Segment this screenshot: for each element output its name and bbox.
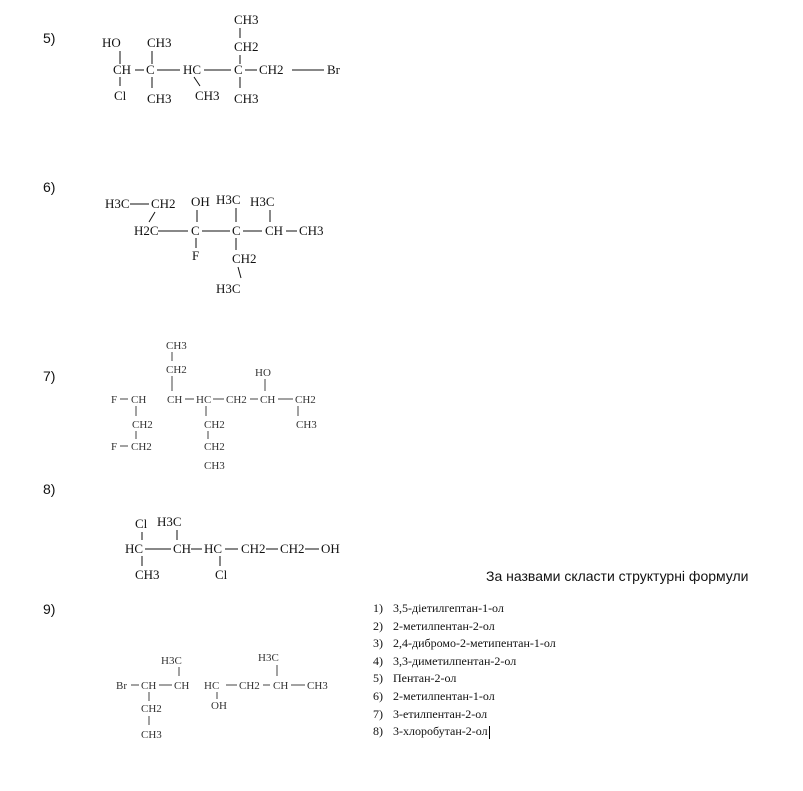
formula-6-ch2-a: CH2: [151, 196, 176, 211]
formula-7: [108, 335, 338, 475]
problem-6-number: 6): [43, 179, 56, 195]
list-item-text: 3,3-диметилпентан-2-ол: [393, 653, 517, 668]
list-item: [373, 600, 556, 618]
list-item: [373, 653, 556, 671]
formula-5-top-ch2: CH2: [234, 39, 259, 54]
list-item: [373, 635, 556, 653]
formula-8-cl-top: Cl: [135, 516, 148, 531]
list-item-number: 2): [373, 618, 383, 633]
formula-7-ch2-top: CH2: [166, 364, 187, 376]
formula-6-ch2-b: CH2: [232, 251, 257, 266]
formula-7-ch3-bottom: CH3: [204, 460, 225, 472]
formula-9: [113, 648, 343, 748]
formula-9-ch2-m: CH2: [239, 680, 260, 692]
formula-6: [103, 190, 333, 300]
formula-7-f1: F: [111, 394, 118, 406]
formula-7-ch2-mid2: CH2: [204, 441, 225, 453]
formula-6-h3c-d: H3C: [216, 281, 241, 296]
list-item: [373, 670, 556, 688]
list-item: [373, 688, 556, 706]
problem-8-number: 8): [43, 481, 56, 497]
list-item-text: Пентан-2-ол: [393, 671, 457, 686]
task-title: За назвами скласти структурні формули: [486, 568, 749, 584]
formula-8-ch2-b: CH2: [280, 541, 305, 556]
formula-6-c1: C: [191, 223, 200, 238]
list-item: [373, 706, 556, 724]
formula-5-ch2: CH2: [259, 62, 284, 77]
formula-7-f2: F: [111, 441, 118, 453]
formula-7-ch2-m: CH2: [226, 394, 247, 406]
list-item-number: 5): [373, 671, 383, 686]
list-item-text: 3,5-діетилгептан-1-ол: [393, 601, 504, 615]
problem-7-number: 7): [43, 368, 56, 384]
formula-5-ch: CH: [113, 62, 132, 77]
formula-6-h3c-a: H3C: [105, 196, 130, 211]
formula-5-hc: HC: [183, 62, 202, 77]
formula-6-ch: CH: [265, 223, 284, 238]
formula-5-ch3-c: CH3: [195, 88, 220, 103]
formula-6-h3c-c: H3C: [250, 194, 275, 209]
list-item-number: 7): [373, 706, 383, 721]
formula-5-br: Br: [327, 62, 340, 77]
formula-5-cl: Cl: [114, 88, 127, 103]
bond: [194, 77, 200, 86]
formula-9-h3c-b: H3C: [258, 652, 279, 664]
list-item-text: 3-хлоробутан-2-ол: [393, 724, 488, 739]
formula-8-oh: OH: [321, 541, 340, 556]
formula-9-oh: OH: [211, 700, 227, 712]
formula-5-ch3-b: CH3: [147, 91, 172, 106]
formula-6-h2c: H2C: [134, 223, 159, 238]
list-item: [373, 723, 556, 741]
formula-7-hc: HC: [196, 394, 212, 406]
list-item-number: 8): [373, 724, 383, 739]
formula-5-top-ch3: CH3: [234, 12, 259, 27]
list-item-number: 3): [373, 636, 383, 651]
formula-7-ch-c: CH: [260, 394, 276, 406]
formula-7-ch-b: CH: [167, 394, 183, 406]
list-item-text: 2-метилпентан-2-ол: [393, 618, 495, 633]
bond: [149, 212, 155, 222]
list-item-text: 2,4-дибромо-2-метипентан-1-ол: [393, 636, 556, 651]
formula-5-ho: HO: [102, 35, 121, 50]
problem-5-number: 5): [43, 30, 56, 46]
list-item-number: 1): [373, 601, 383, 615]
formula-6-f: F: [192, 248, 200, 263]
names-list: [373, 600, 556, 741]
list-item-text: 2-метилпентан-1-ол: [393, 688, 495, 703]
list-item-number: 6): [373, 688, 383, 703]
formula-7-ch2-l: CH2: [132, 419, 153, 431]
formula-8-hc2: HC: [204, 541, 223, 556]
formula-9-ch1: CH: [141, 680, 157, 692]
list-item: [373, 618, 556, 636]
formula-7-ch2-l2: CH2: [131, 441, 152, 453]
formula-9-br: Br: [116, 680, 127, 692]
formula-8-hc1: HC: [125, 541, 144, 556]
list-item-text: 3-етилпентан-2-ол: [393, 706, 488, 721]
formula-8-ch2-a: CH2: [241, 541, 266, 556]
formula-8-ch3: CH3: [135, 567, 160, 582]
formula-7-ch2-end: CH2: [295, 394, 316, 406]
formula-6-c2: C: [232, 223, 241, 238]
formula-7-ch3-top: CH3: [166, 340, 187, 352]
formula-7-ho: HO: [255, 367, 271, 379]
formula-8-h3c: H3C: [157, 514, 182, 529]
formula-9-ch3x: CH: [273, 680, 289, 692]
formula-7-ch2-mid: CH2: [204, 419, 225, 431]
formula-6-h3c-b: H3C: [216, 192, 241, 207]
formula-9-ch2: CH: [174, 680, 190, 692]
formula-9-ch3-b: CH3: [141, 729, 162, 741]
formula-6-ch3: CH3: [299, 223, 324, 238]
list-item-number: 4): [373, 653, 383, 668]
formula-8-ch: CH: [173, 541, 192, 556]
formula-5: [100, 10, 360, 110]
text-cursor: [489, 726, 490, 739]
formula-5-c1: C: [146, 62, 155, 77]
formula-8-cl-bottom: Cl: [215, 567, 228, 582]
formula-7-ch3-r: CH3: [296, 419, 317, 431]
bond: [238, 267, 241, 278]
formula-5-ch3-a: CH3: [147, 35, 172, 50]
formula-7-ch-a: CH: [131, 394, 147, 406]
formula-9-h3c-a: H3C: [161, 655, 182, 667]
formula-9-ch3-end: CH3: [307, 680, 328, 692]
formula-5-c2: C: [234, 62, 243, 77]
formula-5-ch3-d: CH3: [234, 91, 259, 106]
problem-9-number: 9): [43, 601, 56, 617]
formula-8: [124, 512, 354, 587]
formula-9-ch2-b: CH2: [141, 703, 162, 715]
formula-9-hc: HC: [204, 680, 220, 692]
formula-6-oh: OH: [191, 194, 210, 209]
